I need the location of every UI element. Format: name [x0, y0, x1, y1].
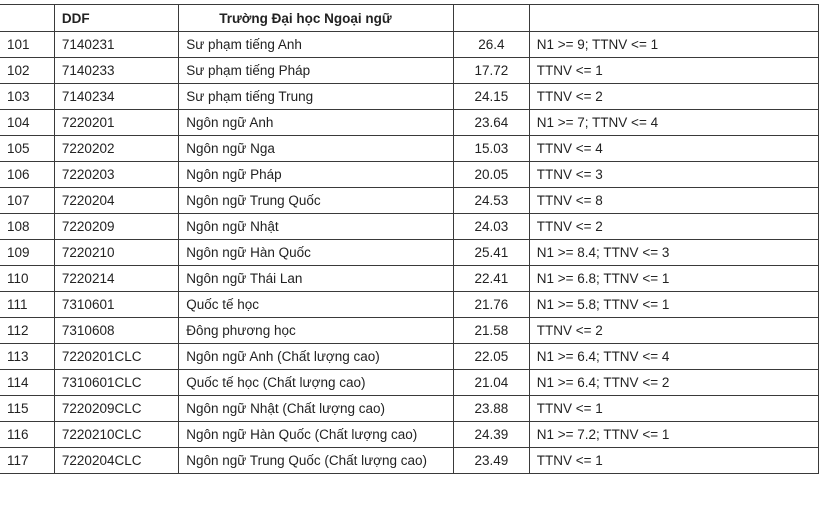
table-row [0, 58, 819, 84]
cell-condition: N1 >= 6.4; TTNV <= 2 [529, 370, 818, 396]
cell-program-name: Quốc tế học (Chất lượng cao) [179, 370, 454, 396]
cell-code: 7220204CLC [54, 448, 178, 474]
header-university: Trường Đại học Ngoại ngữ [179, 5, 454, 32]
cell-code: 7310601CLC [54, 370, 178, 396]
cell-score: 21.58 [453, 318, 529, 344]
cell-index: 106 [0, 162, 54, 188]
cell-program-name: Đông phương học [179, 318, 454, 344]
cell-index: 104 [0, 110, 54, 136]
cell-index: 107 [0, 188, 54, 214]
cell-code: 7140231 [54, 32, 178, 58]
cell-condition: TTNV <= 3 [529, 162, 818, 188]
cell-code: 7140233 [54, 58, 178, 84]
cell-condition: TTNV <= 1 [529, 448, 818, 474]
cell-index: 109 [0, 240, 54, 266]
cell-code: 7140234 [54, 84, 178, 110]
cell-program-name: Sư phạm tiếng Pháp [179, 58, 454, 84]
cell-score: 21.04 [453, 370, 529, 396]
cell-program-name: Ngôn ngữ Hàn Quốc [179, 240, 454, 266]
cell-condition: N1 >= 7; TTNV <= 4 [529, 110, 818, 136]
cell-index: 117 [0, 448, 54, 474]
table-row [0, 422, 819, 448]
cell-index: 105 [0, 136, 54, 162]
cell-score: 23.64 [453, 110, 529, 136]
cell-index: 101 [0, 32, 54, 58]
cell-index: 110 [0, 266, 54, 292]
header-index [0, 5, 54, 32]
cell-program-name: Ngôn ngữ Thái Lan [179, 266, 454, 292]
cell-index: 108 [0, 214, 54, 240]
table-row [0, 318, 819, 344]
cell-condition: N1 >= 9; TTNV <= 1 [529, 32, 818, 58]
table-row [0, 110, 819, 136]
cell-score: 23.88 [453, 396, 529, 422]
cell-program-name: Ngôn ngữ Anh (Chất lượng cao) [179, 344, 454, 370]
cell-code: 7310601 [54, 292, 178, 318]
cell-index: 103 [0, 84, 54, 110]
cell-program-name: Ngôn ngữ Nga [179, 136, 454, 162]
cell-code: 7220201CLC [54, 344, 178, 370]
header-score [453, 5, 529, 32]
cell-score: 25.41 [453, 240, 529, 266]
cell-score: 22.41 [453, 266, 529, 292]
cell-index: 113 [0, 344, 54, 370]
admission-scores-table [0, 4, 819, 474]
header-code: DDF [54, 5, 178, 32]
cell-code: 7220202 [54, 136, 178, 162]
table-row [0, 292, 819, 318]
cell-index: 116 [0, 422, 54, 448]
cell-index: 112 [0, 318, 54, 344]
cell-index: 111 [0, 292, 54, 318]
table-row [0, 162, 819, 188]
table-row [0, 370, 819, 396]
cell-program-name: Quốc tế học [179, 292, 454, 318]
cell-condition: TTNV <= 1 [529, 396, 818, 422]
table-row [0, 344, 819, 370]
table-body [0, 32, 819, 474]
cell-score: 21.76 [453, 292, 529, 318]
cell-index: 115 [0, 396, 54, 422]
cell-score: 24.53 [453, 188, 529, 214]
cell-score: 17.72 [453, 58, 529, 84]
cell-condition: TTNV <= 1 [529, 58, 818, 84]
table-row [0, 240, 819, 266]
cell-condition: TTNV <= 2 [529, 84, 818, 110]
cell-program-name: Ngôn ngữ Pháp [179, 162, 454, 188]
cell-code: 7220203 [54, 162, 178, 188]
cell-index: 102 [0, 58, 54, 84]
cell-score: 23.49 [453, 448, 529, 474]
cell-score: 24.03 [453, 214, 529, 240]
cell-condition: TTNV <= 2 [529, 214, 818, 240]
cell-code: 7220214 [54, 266, 178, 292]
cell-condition: N1 >= 5.8; TTNV <= 1 [529, 292, 818, 318]
cell-program-name: Ngôn ngữ Nhật (Chất lượng cao) [179, 396, 454, 422]
cell-condition: N1 >= 8.4; TTNV <= 3 [529, 240, 818, 266]
table-row [0, 84, 819, 110]
cell-code: 7220201 [54, 110, 178, 136]
cell-code: 7220209 [54, 214, 178, 240]
cell-score: 15.03 [453, 136, 529, 162]
table-row [0, 32, 819, 58]
cell-code: 7220210CLC [54, 422, 178, 448]
cell-score: 24.39 [453, 422, 529, 448]
cell-score: 24.15 [453, 84, 529, 110]
cell-code: 7220209CLC [54, 396, 178, 422]
cell-condition: N1 >= 7.2; TTNV <= 1 [529, 422, 818, 448]
cell-program-name: Ngôn ngữ Trung Quốc [179, 188, 454, 214]
table-row [0, 188, 819, 214]
table-row [0, 396, 819, 422]
header-note [529, 5, 818, 32]
cell-score: 26.4 [453, 32, 529, 58]
cell-score: 20.05 [453, 162, 529, 188]
cell-program-name: Ngôn ngữ Hàn Quốc (Chất lượng cao) [179, 422, 454, 448]
table-row [0, 266, 819, 292]
table-row [0, 214, 819, 240]
cell-condition: TTNV <= 8 [529, 188, 818, 214]
table-row [0, 448, 819, 474]
cell-program-name: Sư phạm tiếng Trung [179, 84, 454, 110]
cell-code: 7220210 [54, 240, 178, 266]
cell-program-name: Ngôn ngữ Anh [179, 110, 454, 136]
cell-code: 7220204 [54, 188, 178, 214]
cell-condition: N1 >= 6.8; TTNV <= 1 [529, 266, 818, 292]
cell-program-name: Ngôn ngữ Nhật [179, 214, 454, 240]
cell-condition: N1 >= 6.4; TTNV <= 4 [529, 344, 818, 370]
cell-score: 22.05 [453, 344, 529, 370]
table-row [0, 136, 819, 162]
cell-program-name: Sư phạm tiếng Anh [179, 32, 454, 58]
cell-condition: TTNV <= 4 [529, 136, 818, 162]
cell-program-name: Ngôn ngữ Trung Quốc (Chất lượng cao) [179, 448, 454, 474]
cell-condition: TTNV <= 2 [529, 318, 818, 344]
cell-code: 7310608 [54, 318, 178, 344]
cell-index: 114 [0, 370, 54, 396]
table-header-row [0, 5, 819, 32]
